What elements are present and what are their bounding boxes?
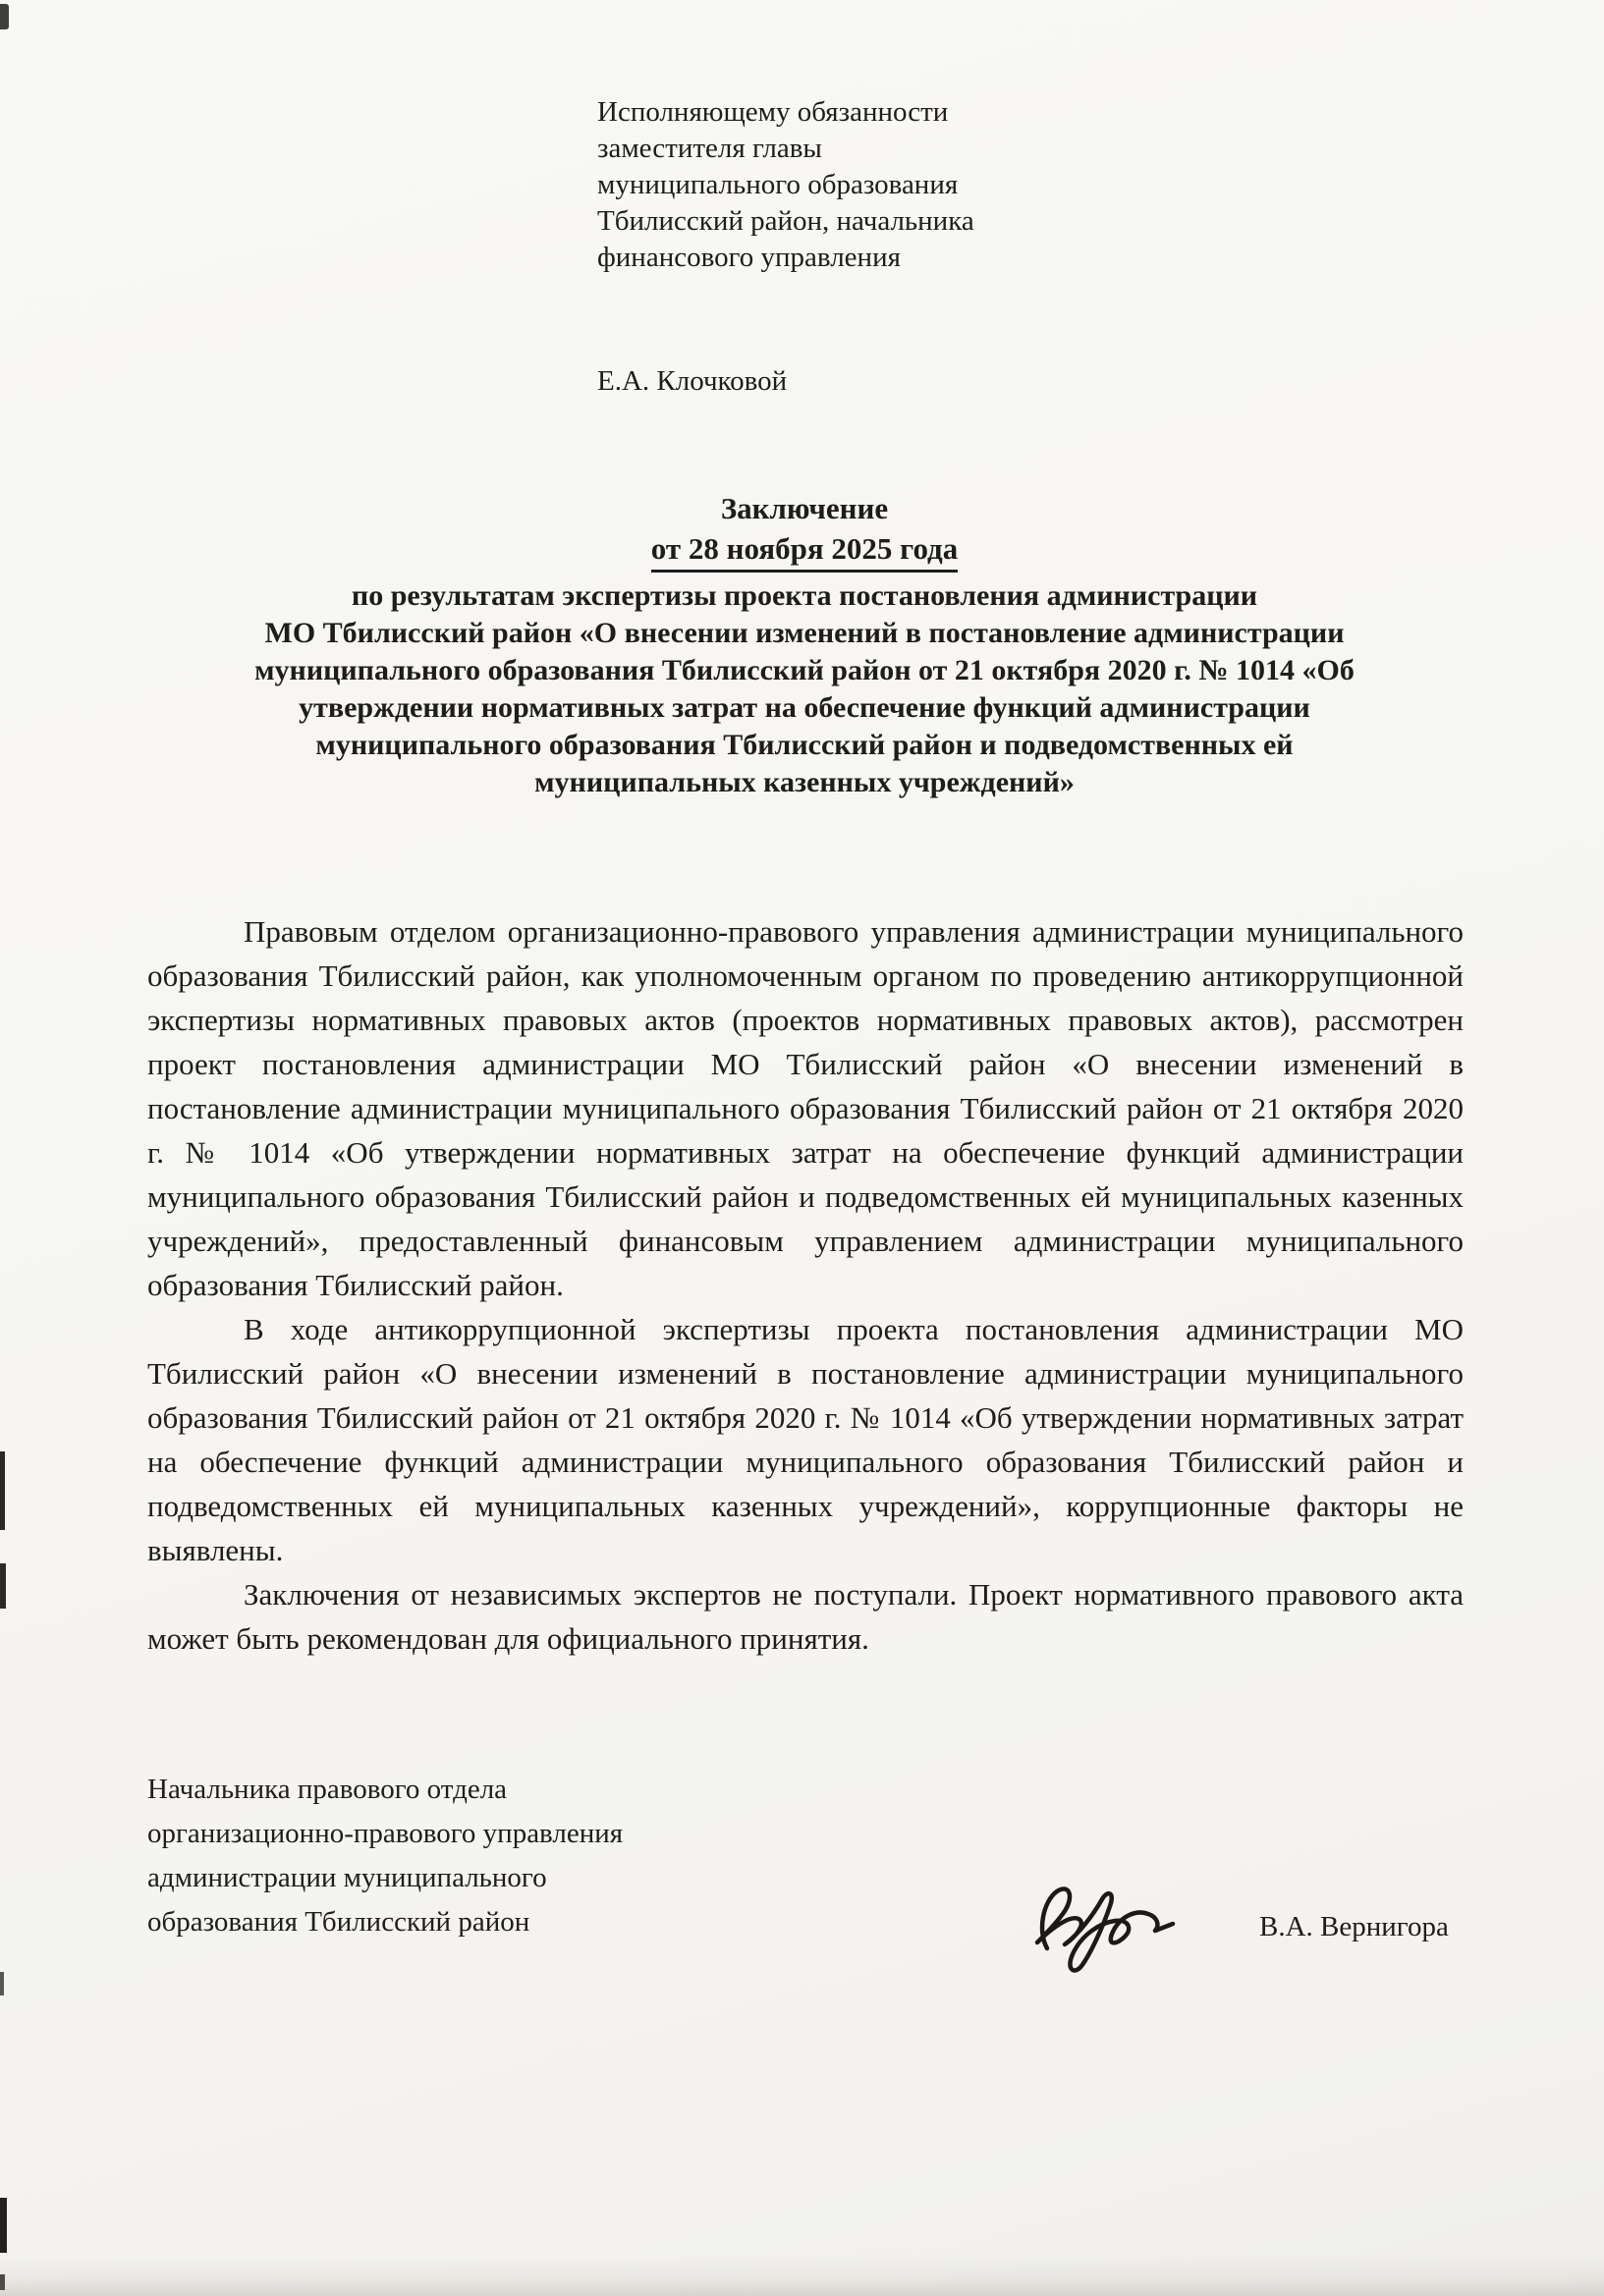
addressee-line: муниципального образования — [597, 169, 959, 200]
body-paragraph: В ходе антикоррупционной экспертизы проекта постановления администрации МО Тбилисский район «О внесении изменений в постановление администрации муниципального образования Тбилисский район от 21 октября 2020 г. № 1014 «Об утверждении нормативных затрат на обеспечение функций администрации муниципального образования Тбилисский район и подведомственных ей муниципальных казенных учреждений», коррупционные факторы не выявлены. — [147, 1312, 1464, 1567]
addressee-line: Исполняющему обязанности — [597, 96, 949, 128]
body-paragraph: Правовым отделом организационно-правового управления администрации муниципального образования Тбилисский район, как уполномоченным органом по проведению антикоррупционной экспертизы нормативных правовых актов (проектов нормативных правовых актов), рассмотрен проект постановления администрации МО Тбилисский район «О внесении изменений в постановление администрации муниципального образования Тбилисский район от 21 октября 2020 г. № 1014 «Об утверждении нормативных затрат на обеспечение функций администрации муниципального образования Тбилисский район и подведомственных ей муниципальных казенных учреждений», предоставленный финансовым управлением администрации муниципального образования Тбилисский район. — [147, 914, 1464, 1302]
signer-position-line: администрации муниципального — [147, 1862, 547, 1893]
scan-artifact-left-edge — [0, 1972, 4, 1995]
scan-artifact-top-left — [0, 4, 9, 29]
signer-name: В.А. Вернигора — [1259, 1911, 1449, 1942]
document-subject — [145, 577, 1464, 801]
addressee-line: финансового управления — [597, 242, 901, 273]
subject-line: утверждении нормативных затрат на обеспечение функций администрации — [299, 691, 1310, 724]
subject-line: муниципальных казенных учреждений» — [534, 766, 1075, 798]
signer-position-line: Начальника правового отдела — [147, 1774, 508, 1805]
scan-shadow-bottom — [0, 2255, 1604, 2296]
title-block — [145, 489, 1464, 801]
handwritten-signature-icon — [1020, 1874, 1206, 1976]
body-paragraph: Заключения от независимых экспертов не поступали. Проект нормативного правового акта может быть рекомендован для официального принятия. — [147, 1577, 1464, 1656]
signer-position-line: организационно-правового управления — [147, 1818, 624, 1849]
subject-line: муниципального образования Тбилисский район и подведомственных ей — [315, 729, 1294, 761]
recipient-name: Е.А. Клочковой — [597, 365, 788, 397]
subject-line: муниципального образования Тбилисский район от 21 октября 2020 г. № 1014 «Об — [254, 654, 1355, 686]
scan-artifact-left-edge — [0, 2198, 7, 2253]
scan-artifact-left-edge — [0, 1563, 6, 1609]
subject-line: МО Тбилисский район «О внесении изменений в постановление администрации — [264, 617, 1345, 649]
signer-position-block — [147, 1768, 623, 1944]
addressee-line: Тбилисский район, начальника — [597, 205, 974, 237]
addressee-block — [597, 94, 1167, 276]
signer-position-line: образования Тбилисский район — [147, 1906, 530, 1938]
scan-artifact-left-edge — [0, 1451, 5, 1530]
addressee-line: заместителя главы — [597, 133, 822, 164]
subject-line: по результатам экспертизы проекта постановления администрации — [351, 579, 1258, 612]
document-body — [147, 909, 1464, 1661]
document-title: Заключение — [720, 491, 889, 525]
document-date: от 28 ноября 2025 года — [651, 529, 958, 573]
